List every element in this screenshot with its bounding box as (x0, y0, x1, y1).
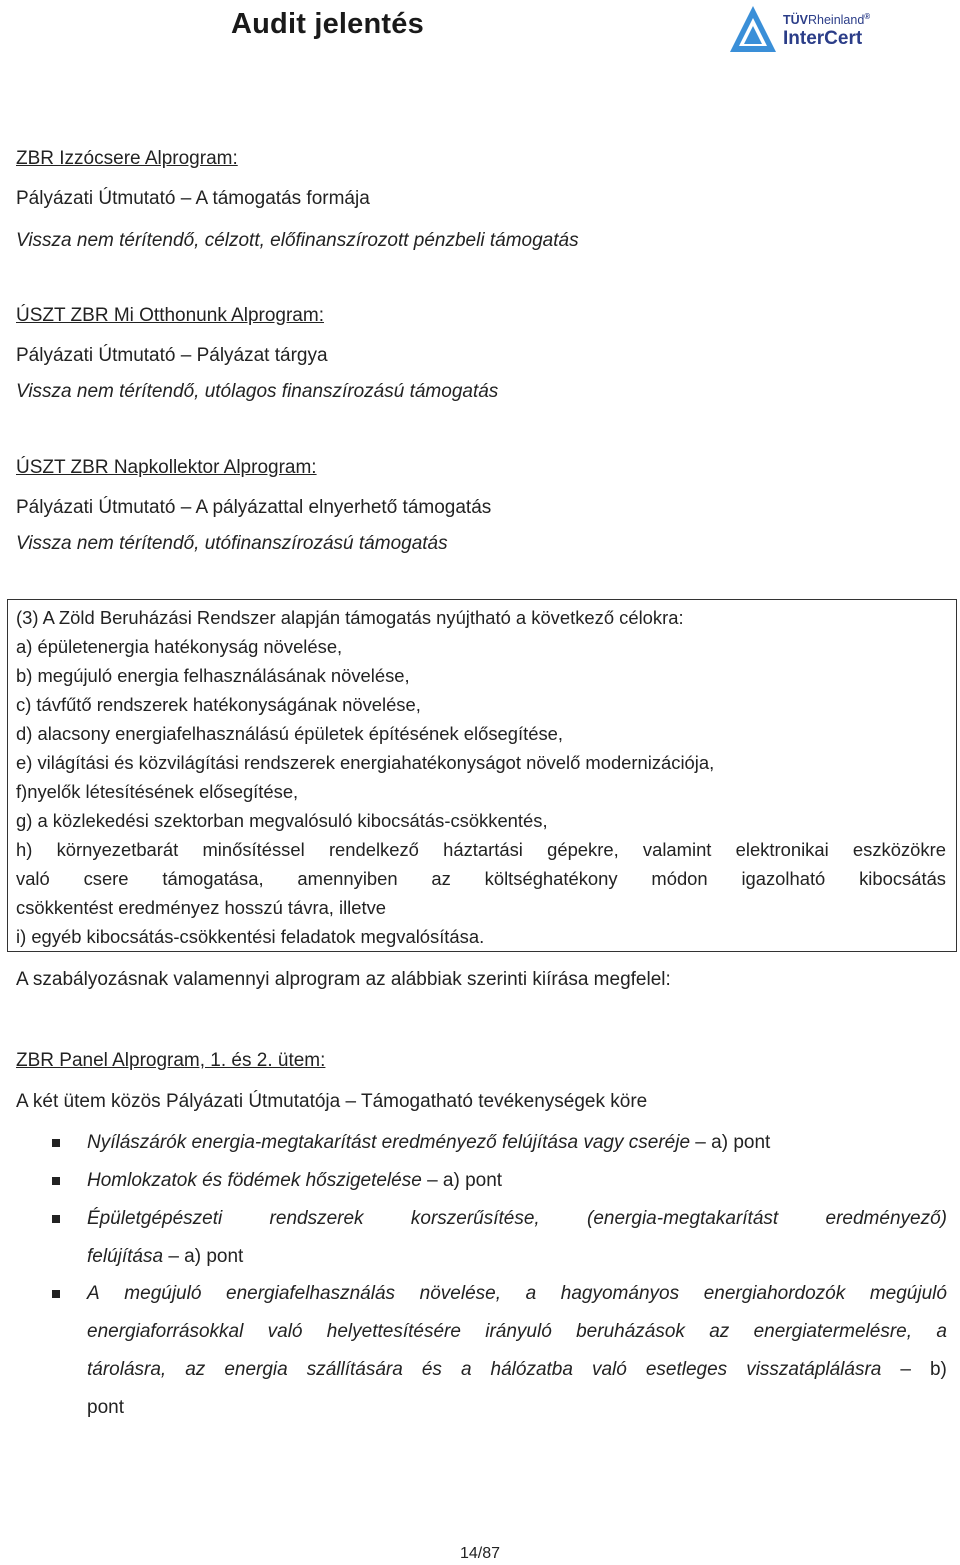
word: eszközökre (852, 839, 946, 860)
word: csere (83, 868, 129, 889)
word: való (16, 868, 50, 889)
section-reference: Pályázati Útmutató – A támogatás formája (16, 188, 370, 209)
section-heading: ÚSZT ZBR Mi Otthonunk Alprogram: (16, 305, 324, 326)
page-title: Audit jelentés (231, 8, 424, 40)
word: – (900, 1359, 911, 1380)
bullet-item-line: felújítása – a) pont (87, 1246, 244, 1267)
word: gépekre, (547, 839, 619, 860)
section-reference: Pályázati Útmutató – A pályázattal elnyerhető támogatás (16, 497, 492, 518)
bullet-item-line: pont (87, 1397, 124, 1418)
word: megújuló (124, 1283, 202, 1304)
word: Épületgépészeti (87, 1208, 223, 1229)
regulation-excerpt-box (7, 599, 957, 952)
word: növelése, (419, 1283, 501, 1304)
excerpt-intro: (3) A Zöld Beruházási Rendszer alapján támogatás nyújtható a következő célokra: (16, 607, 684, 628)
bullet-item-line (87, 1358, 947, 1382)
section-heading: ÚSZT ZBR Napkollektor Alprogram: (16, 457, 317, 478)
word: az (709, 1321, 730, 1342)
logo-text-line2: InterCert (783, 28, 863, 49)
section-heading: ZBR Panel Alprogram, 1. és 2. ütem: (16, 1050, 326, 1071)
excerpt-item-justified (16, 867, 946, 891)
word: megújuló (869, 1283, 947, 1304)
excerpt-item: a) épületenergia hatékonyság növelése, (16, 636, 343, 657)
excerpt-item: c) távfűtő rendszerek hatékonyságának növelése, (16, 694, 421, 715)
page-number: 14/87 (459, 1545, 501, 1562)
bullet-marker (52, 1139, 60, 1147)
word: (energia-megtakarítást (587, 1208, 779, 1229)
word: az (185, 1359, 206, 1380)
bullet-marker (52, 1290, 60, 1298)
word: energia (224, 1359, 288, 1380)
excerpt-item-justified (16, 838, 946, 862)
word: költséghatékony (484, 868, 618, 889)
word: energiahordozók (703, 1283, 846, 1304)
word: energiafelhasználás (226, 1283, 396, 1304)
word: igazolható (741, 868, 826, 889)
word: beruházások (576, 1321, 685, 1342)
word: való (267, 1321, 303, 1342)
excerpt-item: b) megújuló energia felhasználásának növelése, (16, 665, 410, 686)
section-reference: Pályázati Útmutató – Pályázat tárgya (16, 345, 328, 366)
section-detail: Vissza nem térítendő, utólagos finanszírozású támogatás (16, 381, 499, 402)
excerpt-item: d) alacsony energiafelhasználású épületek építésének elősegítése, (16, 723, 563, 744)
word: módon (651, 868, 708, 889)
word: és (421, 1359, 442, 1380)
word: h) (16, 839, 33, 860)
section-detail: Vissza nem térítendő, célzott, előfinanszírozott pénzbeli támogatás (16, 230, 579, 251)
summary-text: A szabályozásnak valamennyi alprogram az alábbiak szerinti kiírása megfelel: (16, 969, 671, 990)
word: energiatermelésre, (753, 1321, 913, 1342)
bullet-item: Homlokzatok és födémek hőszigetelése – a) pont (87, 1170, 503, 1191)
section-detail: Vissza nem térítendő, utófinanszírozású támogatás (16, 533, 448, 554)
word: az (431, 868, 451, 889)
bullet-item: Nyílászárók energia-megtakarítást eredményező felújítása vagy cseréje – a) pont (87, 1132, 771, 1153)
word: eredményező) (825, 1208, 947, 1229)
word: rendszerek (269, 1208, 364, 1229)
word: rendelkező (328, 839, 419, 860)
word: minősítéssel (202, 839, 305, 860)
word: esetleges (645, 1359, 728, 1380)
word: szállítására (306, 1359, 403, 1380)
triangle-logo-icon (728, 4, 778, 54)
word: visszatáplálásra (746, 1359, 882, 1380)
word: támogatása, (162, 868, 264, 889)
word: háztartási (443, 839, 523, 860)
word: hálózatba (490, 1359, 573, 1380)
bullet-item-line (87, 1207, 947, 1231)
excerpt-item: e) világítási és közvilágítási rendszerek energiahatékonyságot növelő modernizációja, (16, 752, 715, 773)
excerpt-item: g) a közlekedési szektorban megvalósuló kibocsátás-csökkentés, (16, 810, 548, 831)
section-heading: ZBR Izzócsere Alprogram: (16, 148, 238, 169)
word: valamint (642, 839, 712, 860)
bullet-item-line (87, 1320, 947, 1344)
word: amennyiben (297, 868, 398, 889)
word: korszerűsítése, (410, 1208, 540, 1229)
word: hagyományos (560, 1283, 680, 1304)
word: helyettesítésére (326, 1321, 461, 1342)
bullet-item-line (87, 1282, 947, 1306)
word: b) (929, 1359, 947, 1380)
word: tárolásra, (87, 1359, 167, 1380)
word: A (87, 1283, 100, 1304)
word: környezetbarát (56, 839, 179, 860)
word: a (525, 1283, 537, 1304)
bullet-marker (52, 1215, 60, 1223)
tuv-intercert-logo (728, 4, 908, 54)
excerpt-item: csökkentést eredményez hosszú távra, illetve (16, 897, 387, 918)
word: a (936, 1321, 947, 1342)
word: a (460, 1359, 472, 1380)
excerpt-item: f)nyelők létesítésének elősegítése, (16, 781, 299, 802)
word: irányuló (485, 1321, 552, 1342)
logo-text-line1: TÜVRheinland® (783, 12, 871, 28)
word: való (591, 1359, 627, 1380)
word: kibocsátás (859, 868, 946, 889)
word: energiaforrásokkal (87, 1321, 244, 1342)
excerpt-item: i) egyéb kibocsátás-csökkentési feladatok megvalósítása. (16, 926, 485, 947)
section-reference: A két ütem közös Pályázati Útmutatója – Támogatható tevékenységek köre (16, 1091, 648, 1112)
bullet-marker (52, 1177, 60, 1185)
word: elektronikai (735, 839, 829, 860)
